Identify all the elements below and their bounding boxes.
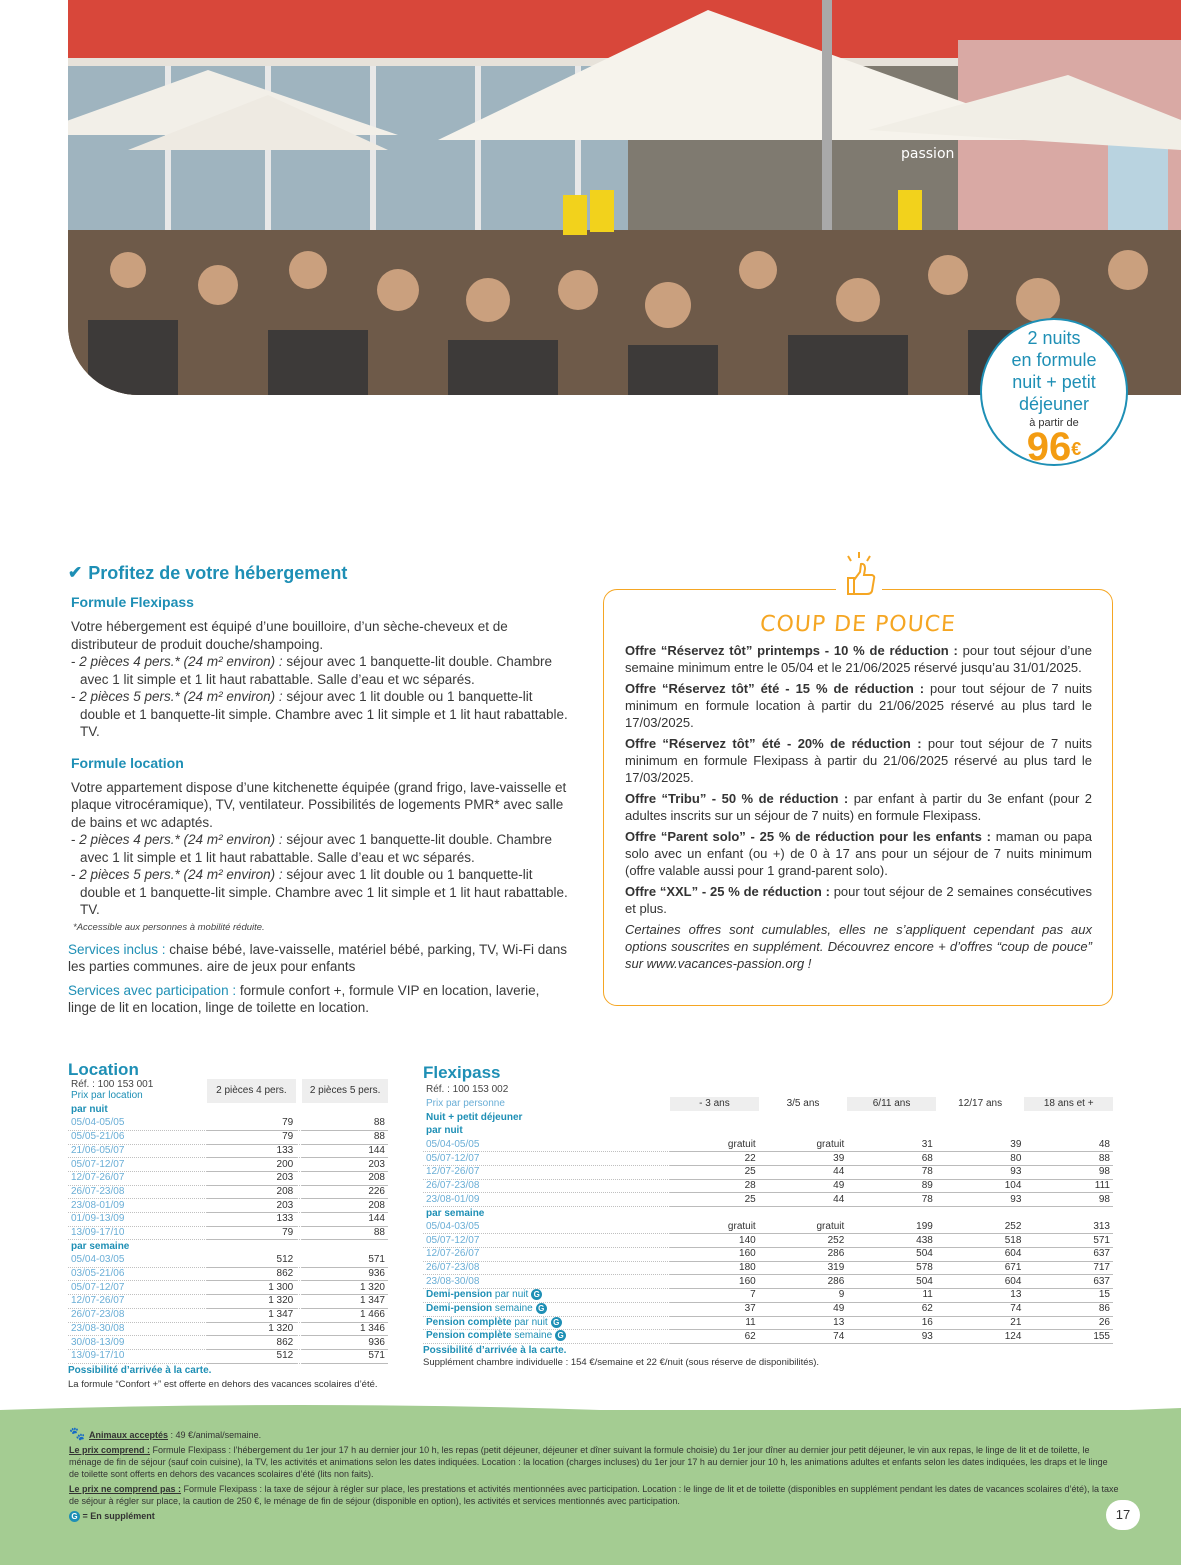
- price-cell: 862: [207, 1336, 297, 1350]
- formula-cell: [423, 1330, 670, 1344]
- date-cell: 01/09-13/09: [68, 1213, 207, 1227]
- offer-item: [625, 642, 1092, 676]
- price-cell: 571: [302, 1254, 388, 1268]
- badge-currency: €: [1071, 439, 1082, 459]
- price-cell: 16: [847, 1316, 936, 1330]
- location-item: - 2 pièces 4 pers.* (24 m² environ) : séjour avec 1 banquette-lit double. Chambre avec 1 lit simple et 1 lit haut rabattable. Salle d’eau et wc séparés.: [71, 832, 553, 865]
- table-row: [423, 1316, 1113, 1330]
- date-cell: 13/09-17/10: [68, 1226, 207, 1240]
- price-cell: 13: [759, 1316, 848, 1330]
- formula-period: semaine: [492, 1303, 533, 1315]
- location-table-title: Location: [68, 1060, 139, 1079]
- offer-title: Offre “Réservez tôt” printemps - 10 % de réduction :: [625, 643, 958, 658]
- table-row: [423, 1179, 1113, 1193]
- pet-icon: 🐾: [69, 1426, 86, 1441]
- location-price-table: [68, 1061, 388, 1390]
- offer-text: par enfant à partir du 3e enfant (pour 2 adultes inscrits sur un séjour de 7 nuits) en formule Flexipass.: [625, 791, 1092, 823]
- price-cell: 512: [207, 1349, 297, 1363]
- date-cell: 30/08-13/09: [68, 1336, 207, 1350]
- offer-title: Offre “Tribu” - 50 % de réduction :: [625, 791, 849, 806]
- table-group-row: [423, 1124, 1113, 1138]
- price-cell: 1 320: [302, 1281, 388, 1295]
- supplement-icon: G: [536, 1303, 547, 1314]
- services-participation-label: Services avec participation :: [68, 982, 237, 998]
- item-text: séjour avec 1 banquette-lit double. Chambre avec 1 lit simple et 1 lit haut rabattable. Salle d’eau et wc séparés.: [80, 832, 553, 865]
- flexipass-item: - 2 pièces 5 pers.* (24 m² environ) : séjour avec 1 lit double ou 1 banquette-lit double et 1 banquette-lit simple. Chambre avec 1 lit simple et 1 lit haut rabattable. TV.: [71, 689, 568, 739]
- price-cell: 637: [1024, 1275, 1113, 1289]
- formula-cell: [423, 1289, 670, 1303]
- price-cell: 26: [1024, 1316, 1113, 1330]
- price-cell: 93: [847, 1330, 936, 1344]
- date-cell: 23/08-01/09: [423, 1193, 670, 1207]
- date-cell: 23/08-30/08: [423, 1275, 670, 1289]
- table-group-row: [68, 1103, 388, 1117]
- hebergement-title: Profitez de votre hébergement: [88, 562, 348, 583]
- price-cell: 25: [670, 1193, 759, 1207]
- table-row: [68, 1158, 388, 1172]
- offer-item: [625, 828, 1092, 879]
- coup-de-pouce-title: COUP DE POUCE: [759, 612, 957, 637]
- conditions-text: [69, 1428, 1119, 1525]
- date-cell: 13/09-17/10: [68, 1349, 207, 1363]
- price-cell: 604: [936, 1248, 1025, 1262]
- formula-name: Pension complète: [426, 1330, 512, 1342]
- price-cell: gratuit: [670, 1138, 759, 1152]
- price-cell: 637: [1024, 1248, 1113, 1262]
- hero-sign-text: passion: [901, 146, 955, 162]
- date-cell: 03/05-21/06: [68, 1267, 207, 1281]
- group-label: par semaine: [71, 1240, 130, 1252]
- location-col-header: 2 pièces 5 pers.: [302, 1079, 388, 1103]
- table-row: [423, 1248, 1113, 1262]
- offer-text: pour tout séjour de 7 nuits minimum en formule Flexipass à partir du 21/06/2025 réservé au plus tard le 17/03/2025.: [625, 736, 1092, 785]
- badge-price: [982, 425, 1126, 469]
- services-inclus-text: chaise bébé, lave-vaisselle, matériel bébé, parking, TV, Wi-Fi dans les parties communes. aire de jeux pour enfants: [68, 941, 567, 974]
- comprend-text: Formule Flexipass : l’hébergement du 1er jour 17 h au dernier jour 10 h, les repas (petit déjeuner, déjeuner et dîner suivant la formule choisie) du 1er jour dîner au dernier jour petit déjeuner, le vin aux repas, le linge de lit et de toilette, le ménage de fin de séjour (sauf coin cuisine), la TV, les activités et animations selon les dates indiquées. Location : la location (charges incluses) du 1er jour 17 h au dernier jour 10 h, les animations adultes et enfants selon les dates indiquées, les draps et le linge de toilette sont offerts en dehors des vacances scolaires d’été (lits non faits).: [69, 1445, 1108, 1479]
- animaux-text: : 49 €/animal/semaine.: [168, 1430, 262, 1440]
- date-cell: 23/08-30/08: [68, 1322, 207, 1336]
- price-cell: 80: [936, 1152, 1025, 1166]
- price-cell: 1 300: [207, 1281, 297, 1295]
- location-table: [68, 1079, 388, 1364]
- price-cell: 104: [936, 1179, 1025, 1193]
- date-cell: 26/07-23/08: [68, 1185, 207, 1199]
- offer-text: maman ou papa solo avec un enfant (ou +) de 0 à 17 ans pour un séjour de 7 nuits minimum (offre valable aussi pour 1 grand-parent solo).: [625, 829, 1092, 878]
- price-cell: 28: [670, 1179, 759, 1193]
- date-cell: 12/07-26/07: [423, 1248, 670, 1262]
- price-cell: 604: [936, 1275, 1025, 1289]
- date-cell: 05/04-03/05: [68, 1254, 207, 1268]
- flexipass-table-body: [423, 1124, 1113, 1343]
- item-label: 2 pièces 5 pers.* (24 m² environ) :: [79, 689, 283, 704]
- price-cell: 571: [1024, 1234, 1113, 1248]
- flexipass-price-table: [423, 1064, 1113, 1368]
- location-intro: Votre appartement dispose d’une kitchenette équipée (grand frigo, lave-vaisselle et plaque vitrocéramique), TV, ventilateur. Possibilités de logements PMR* avec salle de bains et wc adaptés.: [71, 779, 567, 830]
- price-cell: 133: [207, 1144, 297, 1158]
- item-label: 2 pièces 4 pers.* (24 m² environ) :: [79, 832, 283, 847]
- offer-title: Offre “Réservez tôt” été - 20% de réduction :: [625, 736, 922, 751]
- item-text: séjour avec 1 lit double ou 1 banquette-lit double et 1 banquette-lit simple. Chambre avec 1 lit simple et 1 lit haut rabattable. TV.: [80, 867, 568, 917]
- price-cell: 98: [1024, 1165, 1113, 1179]
- comprend-paragraph: [69, 1444, 1119, 1480]
- location-footer-note: La formule “Confort +” est offerte en dehors des vacances scolaires d’été.: [68, 1378, 378, 1390]
- price-cell: 31: [847, 1138, 936, 1152]
- badge-line: nuit + petit: [1012, 372, 1096, 392]
- table-row: [68, 1144, 388, 1158]
- table-row: [423, 1261, 1113, 1275]
- price-cell: 44: [759, 1165, 848, 1179]
- table-row: [423, 1220, 1113, 1234]
- price-cell: 252: [936, 1220, 1025, 1234]
- price-cell: 203: [207, 1171, 297, 1185]
- price-cell: 504: [847, 1248, 936, 1262]
- price-cell: 199: [847, 1220, 936, 1234]
- price-cell: 518: [936, 1234, 1025, 1248]
- formula-period: par nuit: [511, 1316, 548, 1328]
- badge-price-value: 96: [1026, 425, 1072, 469]
- date-cell: 26/07-23/08: [423, 1261, 670, 1275]
- price-cell: 1 320: [207, 1295, 297, 1309]
- offer-item: [625, 680, 1092, 731]
- price-cell: 512: [207, 1254, 297, 1268]
- price-cell: 671: [936, 1261, 1025, 1275]
- pmr-note: *Accessible aux personnes à mobilité réduite.: [73, 921, 265, 933]
- coup-de-pouce-box: [603, 589, 1113, 1006]
- price-cell: 49: [759, 1179, 848, 1193]
- table-row: [423, 1234, 1113, 1248]
- flexipass-footer-note: Supplément chambre individuelle : 154 €/semaine et 22 €/nuit (sous réserve de disponibilités).: [423, 1356, 820, 1368]
- table-row: [68, 1308, 388, 1322]
- price-cell: 68: [847, 1152, 936, 1166]
- comprend-label: Le prix comprend :: [69, 1445, 151, 1455]
- flexipass-col-header: - 3 ans: [670, 1097, 759, 1111]
- date-cell: 12/07-26/07: [68, 1295, 207, 1309]
- location-item: - 2 pièces 5 pers.* (24 m² environ) : séjour avec 1 lit double ou 1 banquette-lit double et 1 banquette-lit simple. Chambre avec 1 lit simple et 1 lit haut rabattable. TV.: [71, 867, 568, 917]
- location-subtitle: Formule location: [71, 754, 184, 771]
- offer-item: [625, 735, 1092, 786]
- price-cell: 49: [759, 1302, 848, 1316]
- price-cell: 203: [302, 1158, 388, 1172]
- table-row: [68, 1117, 388, 1131]
- supplement-icon: G: [555, 1330, 566, 1341]
- item-text: séjour avec 1 banquette-lit double. Chambre avec 1 lit simple et 1 lit haut rabattable. Salle d’eau et wc séparés.: [80, 654, 553, 687]
- flexipass-col-header: 3/5 ans: [759, 1097, 848, 1111]
- flexipass-item: - 2 pièces 4 pers.* (24 m² environ) : séjour avec 1 banquette-lit double. Chambre avec 1 lit simple et 1 lit haut rabattable. Salle d’eau et wc séparés.: [71, 654, 553, 687]
- location-col-header: 2 pièces 4 pers.: [207, 1079, 297, 1103]
- thumbs-up-icon: [836, 550, 882, 600]
- price-cell: 88: [302, 1226, 388, 1240]
- price-cell: 124: [936, 1330, 1025, 1344]
- animaux-line: [69, 1428, 1119, 1441]
- table-row: [68, 1171, 388, 1185]
- price-cell: 15: [1024, 1289, 1113, 1303]
- price-cell: 89: [847, 1179, 936, 1193]
- price-cell: 160: [670, 1275, 759, 1289]
- item-text: séjour avec 1 lit double ou 1 banquette-lit double et 1 banquette-lit simple. Chambre avec 1 lit simple et 1 lit haut rabattable. TV.: [80, 689, 568, 739]
- badge-line: 2 nuits: [1027, 328, 1081, 348]
- price-cell: 111: [1024, 1179, 1113, 1193]
- price-cell: 200: [207, 1158, 297, 1172]
- date-cell: 05/05-21/06: [68, 1130, 207, 1144]
- price-cell: 133: [207, 1213, 297, 1227]
- flexipass-footer-bold: Possibilité d’arrivée à la carte.: [423, 1344, 567, 1356]
- table-row: [68, 1130, 388, 1144]
- services-inclus: [68, 941, 568, 976]
- flexipass-col-header: 12/17 ans: [936, 1097, 1025, 1111]
- price-cell: 78: [847, 1165, 936, 1179]
- location-ref-cell: [68, 1079, 207, 1103]
- formula-name: Demi-pension: [426, 1303, 493, 1315]
- location-prix-label: Prix par location: [71, 1090, 143, 1101]
- price-cell: 22: [670, 1152, 759, 1166]
- offer-text: pour tout séjour d’une semaine minimum entre le 05/04 et le 21/06/2025 réservé jusqu’au 31/01/2025.: [625, 643, 1092, 675]
- flexipass-table-title: Flexipass: [423, 1063, 501, 1082]
- price-cell: 180: [670, 1261, 759, 1275]
- location-footer-bold: Possibilité d’arrivée à la carte.: [68, 1364, 212, 1376]
- price-cell: 93: [936, 1165, 1025, 1179]
- services-participation: [68, 982, 568, 1017]
- price-cell: 62: [847, 1302, 936, 1316]
- badge-line: en formule: [1011, 350, 1097, 370]
- price-cell: 39: [759, 1152, 848, 1166]
- price-cell: 144: [302, 1213, 388, 1227]
- price-cell: 7: [670, 1289, 759, 1303]
- price-cell: 1 347: [207, 1308, 297, 1322]
- table-row: [68, 1349, 388, 1363]
- flexipass-intro: Votre hébergement est équipé d’une bouilloire, d’un sèche-cheveux et de distributeur de produit douche/shampoing.: [71, 619, 508, 652]
- item-label: 2 pièces 5 pers.* (24 m² environ) :: [79, 867, 283, 882]
- price-cell: 1 346: [302, 1322, 388, 1336]
- price-cell: 25: [670, 1165, 759, 1179]
- formula-cell: [423, 1302, 670, 1316]
- price-cell: 717: [1024, 1261, 1113, 1275]
- table-row: [423, 1152, 1113, 1166]
- date-cell: 12/07-26/07: [68, 1171, 207, 1185]
- group-label: par nuit: [71, 1103, 108, 1115]
- price-cell: 9: [759, 1289, 848, 1303]
- location-table-body: [68, 1103, 388, 1363]
- price-cell: 936: [302, 1336, 388, 1350]
- page-number: 17: [1106, 1500, 1140, 1530]
- price-cell: 78: [847, 1193, 936, 1207]
- price-cell: gratuit: [670, 1220, 759, 1234]
- price-cell: 79: [207, 1130, 297, 1144]
- price-cell: 79: [207, 1226, 297, 1240]
- price-cell: 438: [847, 1234, 936, 1248]
- date-cell: 12/07-26/07: [423, 1165, 670, 1179]
- flexipass-section-label: Nuit + petit déjeuner: [426, 1111, 523, 1123]
- price-cell: 1 347: [302, 1295, 388, 1309]
- hebergement-section: [68, 562, 568, 1017]
- price-cell: 936: [302, 1267, 388, 1281]
- table-row: [68, 1254, 388, 1268]
- price-cell: 1 320: [207, 1322, 297, 1336]
- table-row: [68, 1336, 388, 1350]
- date-cell: 05/07-12/07: [423, 1234, 670, 1248]
- price-cell: 79: [207, 1117, 297, 1131]
- price-cell: 1 466: [302, 1308, 388, 1322]
- table-group-row: [423, 1207, 1113, 1221]
- price-cell: 62: [670, 1330, 759, 1344]
- price-cell: 74: [936, 1302, 1025, 1316]
- animaux-label: Animaux acceptés: [89, 1430, 169, 1440]
- table-row: [68, 1295, 388, 1309]
- date-cell: 26/07-23/08: [68, 1308, 207, 1322]
- price-cell: 313: [1024, 1220, 1113, 1234]
- supplement-icon: G: [531, 1289, 542, 1300]
- badge-line: déjeuner: [1018, 394, 1090, 414]
- price-cell: 144: [302, 1144, 388, 1158]
- supplement-legend: [69, 1510, 1119, 1522]
- offer-text: pour tout séjour de 7 nuits minimum en formule location à partir du 21/06/2025 réservé au plus tard le 17/03/2025.: [625, 681, 1092, 730]
- price-cell: gratuit: [759, 1138, 848, 1152]
- table-row: [423, 1165, 1113, 1179]
- price-cell: 74: [759, 1330, 848, 1344]
- price-cell: 11: [847, 1289, 936, 1303]
- flexipass-prix-label: Prix par personne: [426, 1097, 505, 1109]
- price-cell: 140: [670, 1234, 759, 1248]
- price-badge: [980, 318, 1128, 469]
- date-cell: 05/07-12/07: [68, 1158, 207, 1172]
- price-cell: 39: [936, 1138, 1025, 1152]
- price-cell: 252: [759, 1234, 848, 1248]
- item-label: 2 pièces 4 pers.* (24 m² environ) :: [79, 654, 283, 669]
- supplement-icon: G: [551, 1317, 562, 1328]
- price-cell: 286: [759, 1248, 848, 1262]
- date-cell: 05/07-12/07: [68, 1281, 207, 1295]
- table-group-row: [68, 1240, 388, 1254]
- badge-from: à partir de: [1029, 417, 1079, 429]
- flexipass-col-header: 6/11 ans: [847, 1097, 936, 1111]
- date-cell: 05/04-05/05: [68, 1117, 207, 1131]
- flexipass-subtitle: Formule Flexipass: [71, 594, 194, 610]
- table-row: [423, 1193, 1113, 1207]
- price-cell: 44: [759, 1193, 848, 1207]
- table-row: [68, 1213, 388, 1227]
- price-cell: 86: [1024, 1302, 1113, 1316]
- price-cell: 21: [936, 1316, 1025, 1330]
- formula-name: Demi-pension: [426, 1289, 493, 1301]
- price-cell: 48: [1024, 1138, 1113, 1152]
- price-cell: 155: [1024, 1330, 1113, 1344]
- offer-title: Offre “Réservez tôt” été - 15 % de réduction :: [625, 681, 925, 696]
- price-cell: 208: [302, 1171, 388, 1185]
- flexipass-table: [423, 1097, 1113, 1344]
- offer-title: Offre “Parent solo” - 25 % de réduction pour les enfants :: [625, 829, 991, 844]
- group-label: par nuit: [426, 1125, 463, 1137]
- date-cell: 05/04-05/05: [423, 1138, 670, 1152]
- price-cell: 37: [670, 1302, 759, 1316]
- hebergement-heading: [68, 562, 568, 584]
- price-cell: 160: [670, 1248, 759, 1262]
- price-cell: 203: [207, 1199, 297, 1213]
- price-cell: 13: [936, 1289, 1025, 1303]
- offers-list: [625, 642, 1092, 972]
- price-cell: 578: [847, 1261, 936, 1275]
- price-cell: 88: [302, 1130, 388, 1144]
- date-cell: 26/07-23/08: [423, 1179, 670, 1193]
- price-cell: 88: [1024, 1152, 1113, 1166]
- price-cell: 98: [1024, 1193, 1113, 1207]
- table-row: [68, 1226, 388, 1240]
- offer-title: Offre “XXL” - 25 % de réduction :: [625, 884, 830, 899]
- location-ref: Réf. : 100 153 001: [71, 1079, 154, 1090]
- check-icon: ✔: [68, 563, 83, 582]
- price-cell: 319: [759, 1261, 848, 1275]
- price-cell: 93: [936, 1193, 1025, 1207]
- formula-cell: [423, 1316, 670, 1330]
- price-cell: 11: [670, 1316, 759, 1330]
- services-inclus-label: Services inclus :: [68, 941, 166, 957]
- flexipass-ref: Réf. : 100 153 002: [426, 1084, 509, 1095]
- ne-comprend-paragraph: [69, 1483, 1119, 1507]
- price-cell: 208: [207, 1185, 297, 1199]
- offer-item: [625, 883, 1092, 917]
- flexipass-col-header: 18 ans et +: [1024, 1097, 1113, 1111]
- price-cell: 208: [302, 1199, 388, 1213]
- table-row: [68, 1281, 388, 1295]
- ne-comprend-label: Le prix ne comprend pas :: [69, 1484, 182, 1494]
- offer-item: [625, 790, 1092, 824]
- date-cell: 21/06-05/07: [68, 1144, 207, 1158]
- price-cell: 88: [302, 1117, 388, 1131]
- supplement-icon: G: [69, 1511, 80, 1522]
- price-cell: gratuit: [759, 1220, 848, 1234]
- table-row: [423, 1330, 1113, 1344]
- date-cell: 05/04-03/05: [423, 1220, 670, 1234]
- table-row: [423, 1289, 1113, 1303]
- date-cell: 23/08-01/09: [68, 1199, 207, 1213]
- table-row: [423, 1302, 1113, 1316]
- table-row: [423, 1275, 1113, 1289]
- formula-period: semaine: [511, 1330, 553, 1342]
- table-row: [68, 1185, 388, 1199]
- services-participation-text: formule confort +, formule VIP en location, laverie, linge de lit en location, linge de toilette en location.: [68, 982, 540, 1015]
- band-wave: [0, 1400, 1181, 1420]
- formula-period: par nuit: [492, 1289, 529, 1301]
- date-cell: 05/07-12/07: [423, 1152, 670, 1166]
- table-row: [423, 1138, 1113, 1152]
- offer-text: pour tout séjour de 2 semaines consécutives et plus.: [625, 884, 1093, 916]
- offers-closing: Certaines offres sont cumulables, elles ne s’appliquent cependant pas aux options souscrites en supplément. Découvrez encore + d’offres “coup de pouce” sur www.vacances-passion.org !: [625, 922, 1092, 971]
- price-cell: 504: [847, 1275, 936, 1289]
- ne-comprend-text: Formule Flexipass : la taxe de séjour à régler sur place, les prestations et activités mentionnées avec participation. Location : le linge de lit et de toilette (disponibles en supplément pendant les dates de vacances scolaires d’été), la taxe de séjour à régler sur place, la caution de 250 €, le ménage de fin de séjour (disponible en option), les activités et services mentionnés avec participation.: [69, 1484, 1119, 1506]
- price-cell: 862: [207, 1267, 297, 1281]
- price-cell: 286: [759, 1275, 848, 1289]
- price-cell: 226: [302, 1185, 388, 1199]
- price-cell: 571: [302, 1349, 388, 1363]
- formula-name: Pension complète: [426, 1316, 512, 1328]
- supplement-label: = En supplément: [82, 1511, 155, 1521]
- table-row: [68, 1322, 388, 1336]
- table-row: [68, 1199, 388, 1213]
- group-label: par semaine: [426, 1207, 485, 1219]
- table-row: [68, 1267, 388, 1281]
